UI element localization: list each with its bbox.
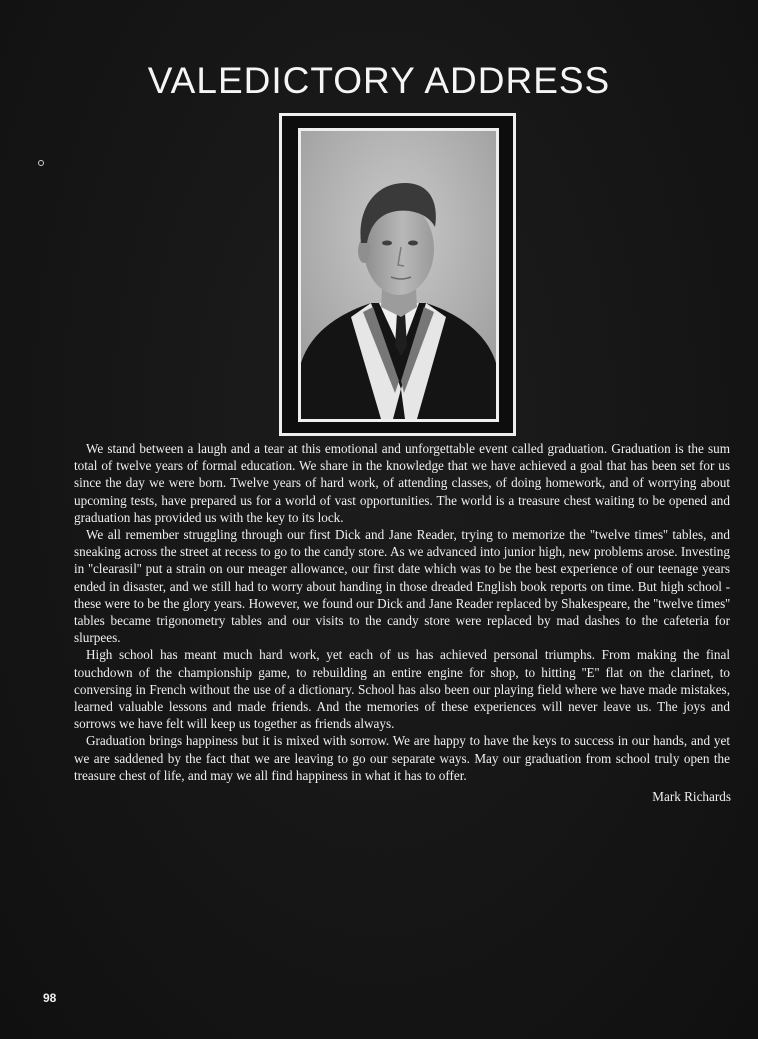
photo-frame	[279, 113, 516, 436]
portrait-eye-right	[408, 241, 418, 246]
paragraph-3: High school has meant much hard work, yet each of us has achieved personal triumphs. From making the final touchdown of the championship game, to rebuilding an entire engine for shop, to hitting ''E'' flat on the clarinet, to conversing in French without the use of a dictionary. School has also been our playing field where we have made mistakes, learned valuable lessons and made friends. And the memories of these experiences will never leave us. The joys and sorrows we have felt will keep us together as friends always.	[74, 647, 730, 732]
photo-inner-frame	[298, 128, 499, 422]
print-speck	[38, 160, 44, 166]
portrait-eye-left	[382, 241, 392, 246]
paragraph-1: We stand between a laugh and a tear at this emotional and unforgettable event called graduation. Graduation is the sum total of twelve years of formal education. We share in the knowledge that we have achieved a goal that has been set for us since the day we were born. Twelve years of hard work, of attending classes, of doing homework, and of worrying about upcoming tests, have prepared us for a world of vast opportunities. The world is a treasure chest waiting to be opened and graduation has provided us with the key to its lock.	[74, 441, 730, 525]
author-signature: Mark Richards	[652, 789, 731, 804]
paragraph-2: We all remember struggling through our first Dick and Jane Reader, trying to memorize the ''twelve times'' tables, and sneaking across the street at recess to go to the candy store. As we advanced into junior high, new problems arose. Investing in ''clearasil'' put a strain on our meager allowance, our first date which was to be the best experience of our teenage years ended in disaster, and we still had to worry about handing in those dreaded English book reports on time. But high school - these were to be the glory years. However, we found our Dick and Jane Reader replaced by Shakespeare, the ''twelve times'' tables became trigonometry tables and our visits to the candy store were replaced by mad dashes to the cafeteria for slurpees.	[74, 527, 730, 646]
student-portrait-icon	[301, 131, 496, 419]
page-title: VALEDICTORY ADDRESS	[147, 60, 611, 101]
address-body	[74, 440, 730, 784]
page-number: 98	[43, 991, 57, 1005]
paragraph-4: Graduation brings happiness but it is mixed with sorrow. We are happy to have the keys to success in our hands, and yet we are saddened by the fact that we are leaving to go our separate ways. May our graduation from school truly open the treasure chest of life, and may we all find happiness in what it has to offer.	[74, 733, 730, 783]
